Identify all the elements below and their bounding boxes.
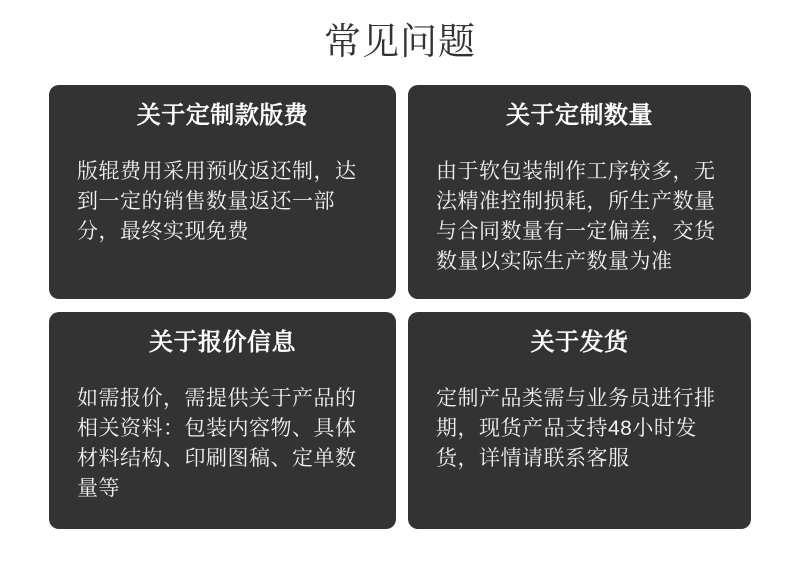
card-body-line: 数量以实际生产数量为准 <box>436 250 673 273</box>
card-title: 关于报价信息 <box>149 329 296 356</box>
faq-page <box>0 22 800 564</box>
faq-grid <box>49 85 751 529</box>
card-body-line: 量等 <box>77 477 120 500</box>
card-body <box>77 157 368 247</box>
card-body-line: 期，现货产品支持48小时发 <box>436 417 697 440</box>
card-body-line: 与合同数量有一定偏差，交货 <box>436 220 716 243</box>
card-body <box>436 384 723 474</box>
faq-card-quotation-info <box>49 312 396 529</box>
card-body-line: 如需报价，需提供关于产品的 <box>77 387 357 410</box>
card-body-line: 到一定的销售数量返还一部 <box>77 190 335 213</box>
card-body-line: 定制产品类需与业务员进行排 <box>436 387 716 410</box>
card-body-line: 由于软包装制作工序较多，无 <box>436 160 716 183</box>
card-body <box>77 384 368 504</box>
card-body-line: 材料结构、印刷图稿、定单数 <box>77 447 357 470</box>
card-title: 关于定制款版费 <box>136 102 309 129</box>
card-body-line: 法精准控制损耗，所生产数量 <box>436 190 716 213</box>
card-body-line: 版辊费用采用预收返还制，达 <box>77 160 357 183</box>
card-body <box>436 157 723 277</box>
page-title: 常见问题 <box>324 21 476 62</box>
card-body-line: 相关资料：包装内容物、具体 <box>77 417 357 440</box>
faq-card-custom-plate-fee <box>49 85 396 299</box>
faq-card-custom-quantity <box>408 85 751 299</box>
card-body-line: 货，详情请联系客服 <box>436 447 630 470</box>
card-body-line: 分，最终实现免费 <box>77 220 249 243</box>
card-title: 关于定制数量 <box>506 102 653 129</box>
faq-card-shipping <box>408 312 751 529</box>
card-title: 关于发货 <box>530 329 629 356</box>
